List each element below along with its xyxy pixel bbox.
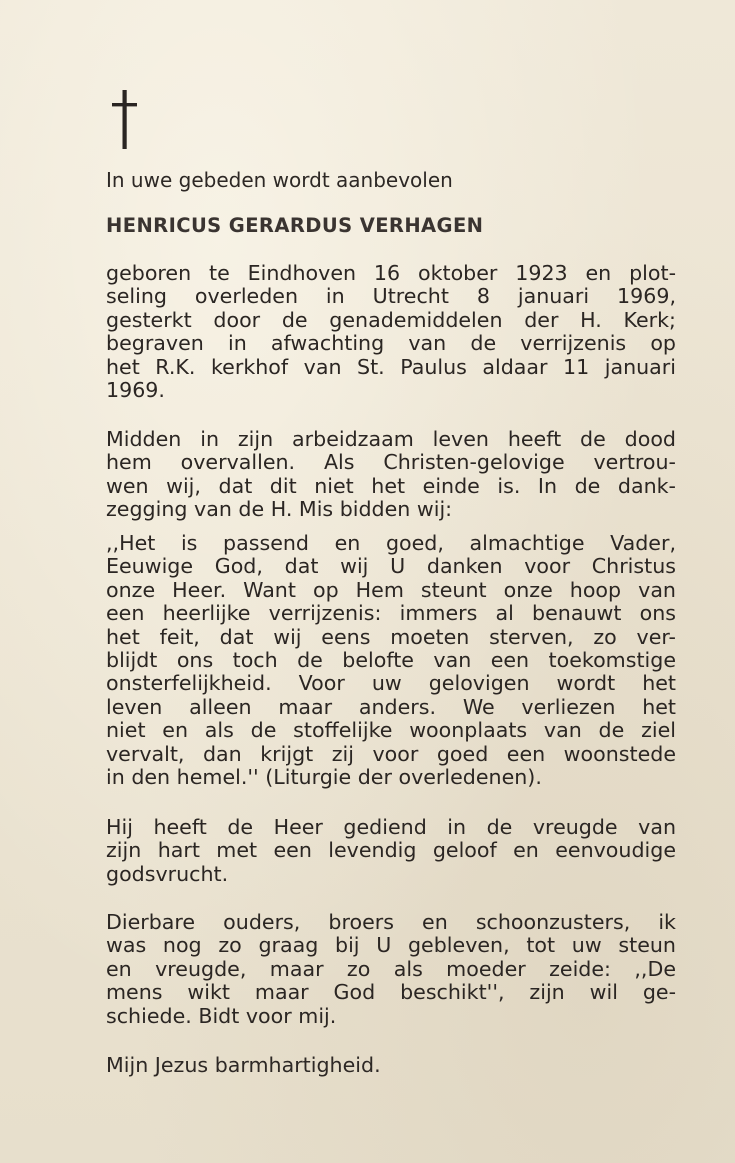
farewell-paragraph [106, 911, 676, 1028]
prayer-line: in den hemel.'' (Liturgie der overledenen). [106, 765, 542, 790]
farewell-line: mens wikt maar God beschikt'', zijn wil ge- [106, 980, 676, 1005]
closing-prayer: Mijn Jezus barmhartigheid. [106, 1053, 381, 1077]
served-line: Hij heeft de Heer gediend in de vreugde van [106, 815, 676, 839]
prayer-line: ,,Het is passend en goed, almachtige Vader, [106, 531, 676, 555]
served-line: zijn hart met een levendig geloof en eenvoudige [106, 838, 676, 863]
birth-line: seling overleden in Utrecht 8 januari 1969, [106, 284, 676, 309]
prayer-line: het feit, dat wij eens moeten sterven, zo ver- [106, 624, 676, 649]
cross-icon [110, 90, 140, 150]
birth-line: 1969. [106, 378, 165, 403]
birth-line: begraven in afwachting van de verrijzenis op [106, 331, 676, 356]
prayer-paragraph [106, 532, 676, 789]
prayer-line: Eeuwige God, dat wij U danken voor Christus [106, 554, 676, 579]
farewell-line: en vreugde, maar zo als moeder zeide: ,,De [106, 956, 676, 981]
birth-death-paragraph [106, 262, 676, 402]
prayer-line: vervalt, dan krijgt zij voor goed een woonstede [106, 741, 676, 766]
life-paragraph [106, 428, 676, 522]
prayer-line: niet en als de stoffelijke woonplaats van de ziel [106, 718, 676, 743]
farewell-line: Dierbare ouders, broers en schoonzusters, ik [106, 910, 676, 934]
life-line: hem overvallen. Als Christen-gelovige vertrou- [106, 450, 676, 475]
birth-line: het R.K. kerkhof van St. Paulus aldaar 11 januari [106, 354, 676, 379]
prayer-line: een heerlijke verrijzenis: immers al benauwt ons [106, 601, 676, 626]
life-line: wen wij, dat dit niet het einde is. In de dank- [106, 473, 676, 498]
served-line: godsvrucht. [106, 861, 229, 886]
prayer-line: leven alleen maar anders. We verliezen het [106, 694, 676, 719]
farewell-line: schiede. Bidt voor mij. [106, 1003, 337, 1028]
birth-line: geboren te Eindhoven 16 oktober 1923 en plot- [106, 261, 676, 285]
life-line: Midden in zijn arbeidzaam leven heeft de dood [106, 427, 676, 451]
served-paragraph [106, 816, 676, 886]
prayer-line: onsterfelijkheid. Voor uw gelovigen wordt het [106, 671, 676, 696]
prayer-line: onze Heer. Want op Hem steunt onze hoop van [106, 577, 676, 602]
life-line: zegging van de H. Mis bidden wij: [106, 497, 453, 522]
prayer-line: blijdt ons toch de belofte van een toekomstige [106, 648, 676, 673]
commended-line: In uwe gebeden wordt aanbevolen [106, 168, 453, 192]
birth-line: gesterkt door de genademiddelen der H. Kerk; [106, 307, 676, 332]
deceased-name: HENRICUS GERARDUS VERHAGEN [106, 214, 484, 237]
farewell-line: was nog zo graag bij U gebleven, tot uw steun [106, 933, 676, 958]
